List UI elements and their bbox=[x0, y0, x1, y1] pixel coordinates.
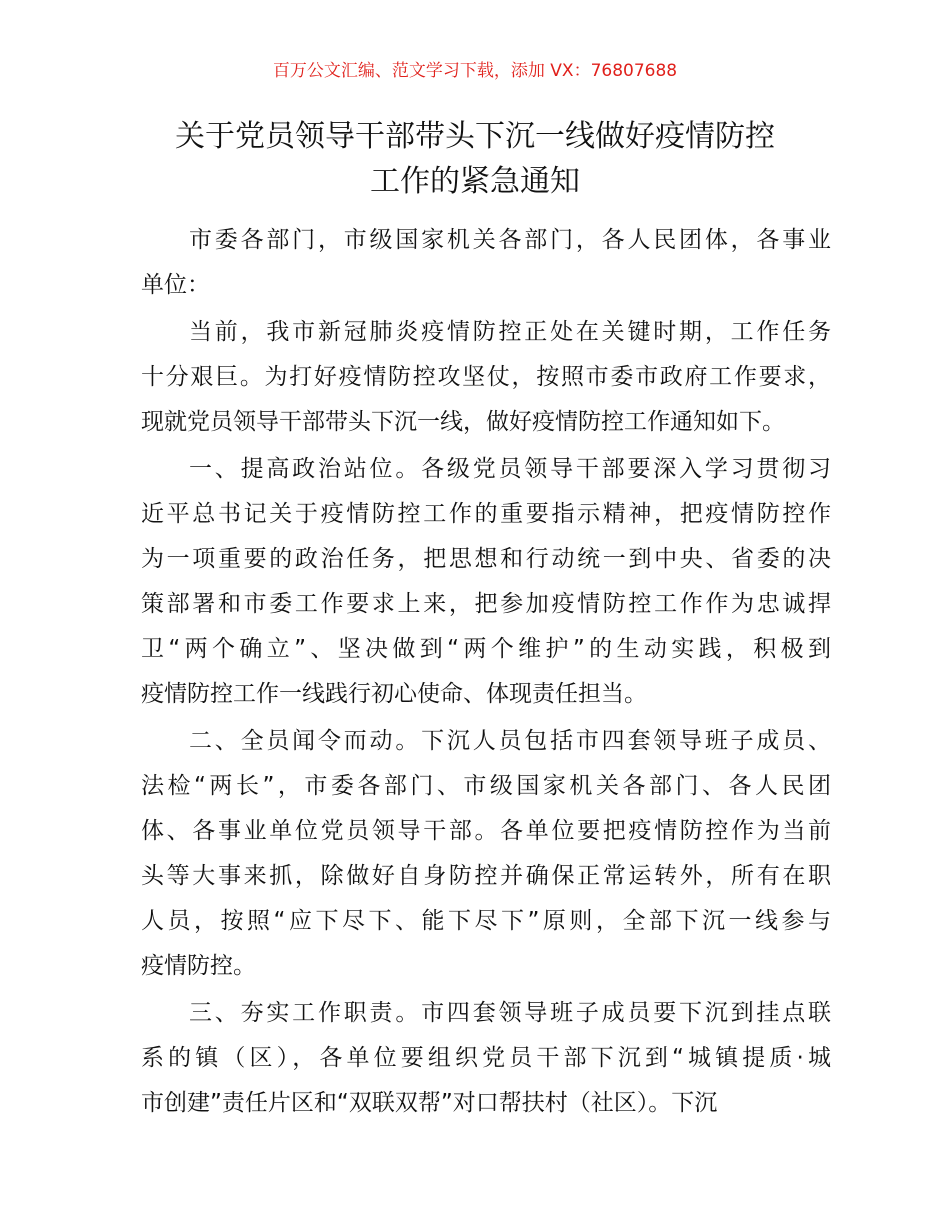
paragraph bbox=[141, 719, 831, 989]
paragraph-line: 市创建”责任片区和“双联双帮”对口帮扶村（社区）。下沉 bbox=[141, 1090, 718, 1116]
document-title bbox=[100, 114, 850, 204]
paragraph-line: 疫情防控。 bbox=[141, 953, 256, 979]
paragraph bbox=[141, 310, 831, 445]
watermark-header: 百万公文汇编、范文学习下载，添加 VX：76807688 bbox=[272, 61, 678, 81]
paragraph-line: 当前，我市新冠肺炎疫情防控正处在关键时期，工作任务 bbox=[189, 319, 831, 345]
title-line: 工作的紧急通知 bbox=[370, 164, 580, 199]
paragraph-line: 为一项重要的政治任务，把思想和行动统一到中央、省委的决 bbox=[141, 546, 831, 572]
paragraph-line: 法检“两长”，市委各部门、市级国家机关各部门、各人民团 bbox=[141, 773, 831, 799]
paragraph-line: 单位： bbox=[141, 272, 210, 298]
paragraph bbox=[141, 218, 831, 308]
paragraph-line: 人员，按照“应下尽下、能下尽下”原则，全部下沉一线参与 bbox=[141, 908, 831, 934]
paragraph-line: 头等大事来抓，除做好自身防控并确保正常运转外，所有在职 bbox=[141, 863, 831, 889]
paragraph-line: 策部署和市委工作要求上来，把参加疫情防控工作作为忠诚捍 bbox=[141, 591, 831, 617]
paragraph-line: 卫“两个确立”、坚决做到“两个维护”的生动实践，积极到 bbox=[141, 636, 831, 662]
paragraph-line: 疫情防控工作一线践行初心使命、体现责任担当。 bbox=[141, 681, 647, 707]
document-body bbox=[141, 218, 831, 1128]
paragraph bbox=[141, 991, 831, 1126]
paragraph-line: 现就党员领导干部带头下沉一线，做好疫情防控工作通知如下。 bbox=[141, 409, 785, 435]
paragraph-line: 市委各部门，市级国家机关各部门，各人民团体，各事业 bbox=[189, 227, 831, 253]
paragraph-line: 三、夯实工作职责。市四套领导班子成员要下沉到挂点联 bbox=[189, 1000, 831, 1026]
paragraph-line: 十分艰巨。为打好疫情防控攻坚仗，按照市委市政府工作要求， bbox=[141, 364, 831, 390]
paragraph bbox=[141, 447, 831, 717]
paragraph-line: 一、提高政治站位。各级党员领导干部要深入学习贯彻习 bbox=[189, 456, 831, 482]
paragraph-line: 近平总书记关于疫情防控工作的重要指示精神，把疫情防控作 bbox=[141, 501, 831, 527]
paragraph-line: 二、全员闻令而动。下沉人员包括市四套领导班子成员、 bbox=[189, 728, 831, 754]
title-line: 关于党员领导干部带头下沉一线做好疫情防控 bbox=[175, 119, 775, 154]
paragraph-line: 体、各事业单位党员领导干部。各单位要把疫情防控作为当前 bbox=[141, 818, 831, 844]
paragraph-line: 系的镇（区），各单位要组织党员干部下沉到“城镇提质·城 bbox=[141, 1045, 831, 1071]
